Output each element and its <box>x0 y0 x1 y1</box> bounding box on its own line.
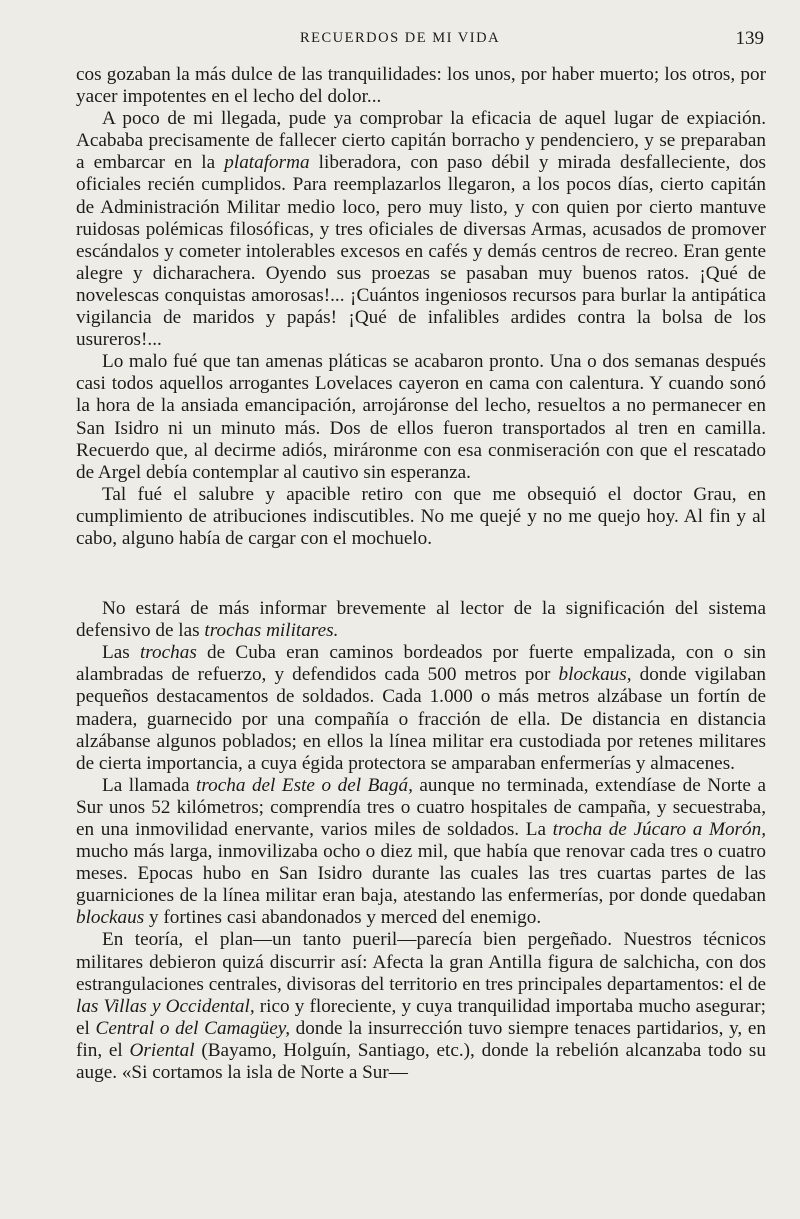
text-run: Lo malo fué que tan amenas pláticas se acabaron pronto. Una o dos semanas después casi todos aquellos arrogantes Lovelaces cayeron en cama con calentura. Y cuando sonó la hora de la ansiada emancipación, arrojáronse del lecho, resueltos a no permanecer en San Isidro ni un minuto más. Dos de ellos fueron transportados al tren en camilla. Recuerdo que, al decirme adiós, miráronme con esa conmiseración con que el rescatado de Argel debía contemplar al cautivo sin esperanza. <box>76 351 766 483</box>
running-head <box>0 28 800 54</box>
italic-text: trochas <box>139 642 197 664</box>
text-run: donde la insurrección tuvo siempre tenaces partidarios, y, en fin, el <box>76 1017 766 1061</box>
text-run: mucho más larga, inmovilizaba ocho o diez mil, que había que renovar cada tres o cuatro meses. Epocas hubo en San Isidro durante las cuales las tres cuartas partes de las guarniciones de la línea militar eran baja, atestando las enfermerías, por donde quedaban <box>76 841 766 907</box>
paragraph <box>76 351 766 484</box>
text-run: (Bayamo, Holguín, Santiago, etc.), donde la rebelión alcanzaba todo su auge. «Si cortamos la isla de Norte a Sur— <box>76 1039 766 1084</box>
paragraph <box>76 775 766 930</box>
text-run: aunque no terminada, extendíase de Norte a Sur unos 52 kilómetros; comprendía tres o cuatro hospitales de campaña, y secuestraba, en una inmovilidad enervante, varios miles de soldados. La <box>76 774 766 840</box>
text-run: cos gozaban la más dulce de las tranquilidades: los unos, por haber muerto; los otros, por yacer impotentes en el lecho del dolor... <box>76 64 766 108</box>
text-run: de Cuba eran caminos bordeados por fuerte empalizada, con o sin alambradas de refuerzo, y defendidos cada 500 metros por <box>76 642 766 686</box>
italic-text: trocha del Este o del Bagá, <box>196 774 413 796</box>
paragraph <box>76 642 766 775</box>
text-run: y fortines casi abandonados y merced del enemigo. <box>144 907 542 929</box>
text-run: donde vigilaban pequeños destacamentos de soldados. Cada 1.000 o más metros alzábase un fortín de madera, guarnecido por una compañía o fracción de ella. De distancia en distancia alzábanse algunos poblados; en ellos la línea militar era custodiada por retenes militares de cierta importancia, a cuya égida protectora se amparaban enfermerías y almacenes. <box>76 664 767 774</box>
italic-text: las Villas y Occidental, <box>76 995 255 1017</box>
text-run: La llamada <box>102 774 197 796</box>
page-number: 139 <box>735 28 764 49</box>
paragraph <box>76 108 766 351</box>
text-run: En teoría, el plan—un tanto pueril—parecía bien pergeñado. Nuestros técnicos militares debieron quizá discurrir así: Afecta la gran Antilla figura de salchicha, con dos estrangulaciones centrales, divisoras del territorio en tres principales departamentos: el de <box>76 929 766 995</box>
running-title: RECUERDOS DE MI VIDA <box>299 30 501 46</box>
text-run: A poco de mi llegada, pude ya comprobar la eficacia de aquel lugar de expiación. Acababa precisamente de fallecer cierto capitán borracho y pendenciero, y se preparaban a embarcar en la <box>76 108 766 174</box>
italic-text: trochas militares. <box>204 620 339 642</box>
section-break <box>76 550 766 598</box>
text-run: liberadora, con paso débil y mirada desfalleciente, dos oficiales recién cumplidos. Para reemplazarlos llegaron, a los pocos días, cierto capitán de Administración Militar medio loco, pero muy listo, y con quien por cierto mantuve ruidosas polémicas filosóficas, y tres oficiales de diversas Armas, acusados de promover escándalos y cometer intolerables excesos en cafés y demás centros de recreo. Eran gente alegre y dicharachera. Oyendo sus proezas se pasaban muy buenos ratos. ¡Qué de novelescas conquistas amorosas!... ¡Cuántos ingeniosos recursos para burlar la antipática vigilancia de maridos y papás! ¡Qué de infalibles ardides contra la bolsa de los usureros!... <box>76 152 766 351</box>
paragraph <box>76 64 766 108</box>
body-text <box>76 64 766 1084</box>
italic-text: blockaus <box>76 907 145 929</box>
text-run: Tal fué el salubre y apacible retiro con que me obsequió el doctor Grau, en cumplimiento de atribuciones indiscutibles. No me quejé y no me quejo hoy. Al fin y al cabo, alguno había de cargar con el mochuelo. <box>76 483 766 549</box>
italic-text: Oriental <box>129 1039 195 1061</box>
italic-text: blockaus, <box>558 664 632 686</box>
italic-text: plataforma <box>224 152 310 174</box>
text-run: rico y floreciente, y cuya tranquilidad importaba mucho asegurar; el <box>76 995 766 1039</box>
italic-text: Central o del Camagüey, <box>95 1017 290 1039</box>
text-run: Las <box>102 642 140 664</box>
paragraph <box>76 598 766 642</box>
text-run: No estará de más informar brevemente al lector de la significación del sistema defensivo de las <box>76 598 766 642</box>
italic-text: trocha de Júcaro a Morón, <box>552 819 766 840</box>
paragraph <box>76 484 766 550</box>
paragraph <box>76 929 766 1084</box>
